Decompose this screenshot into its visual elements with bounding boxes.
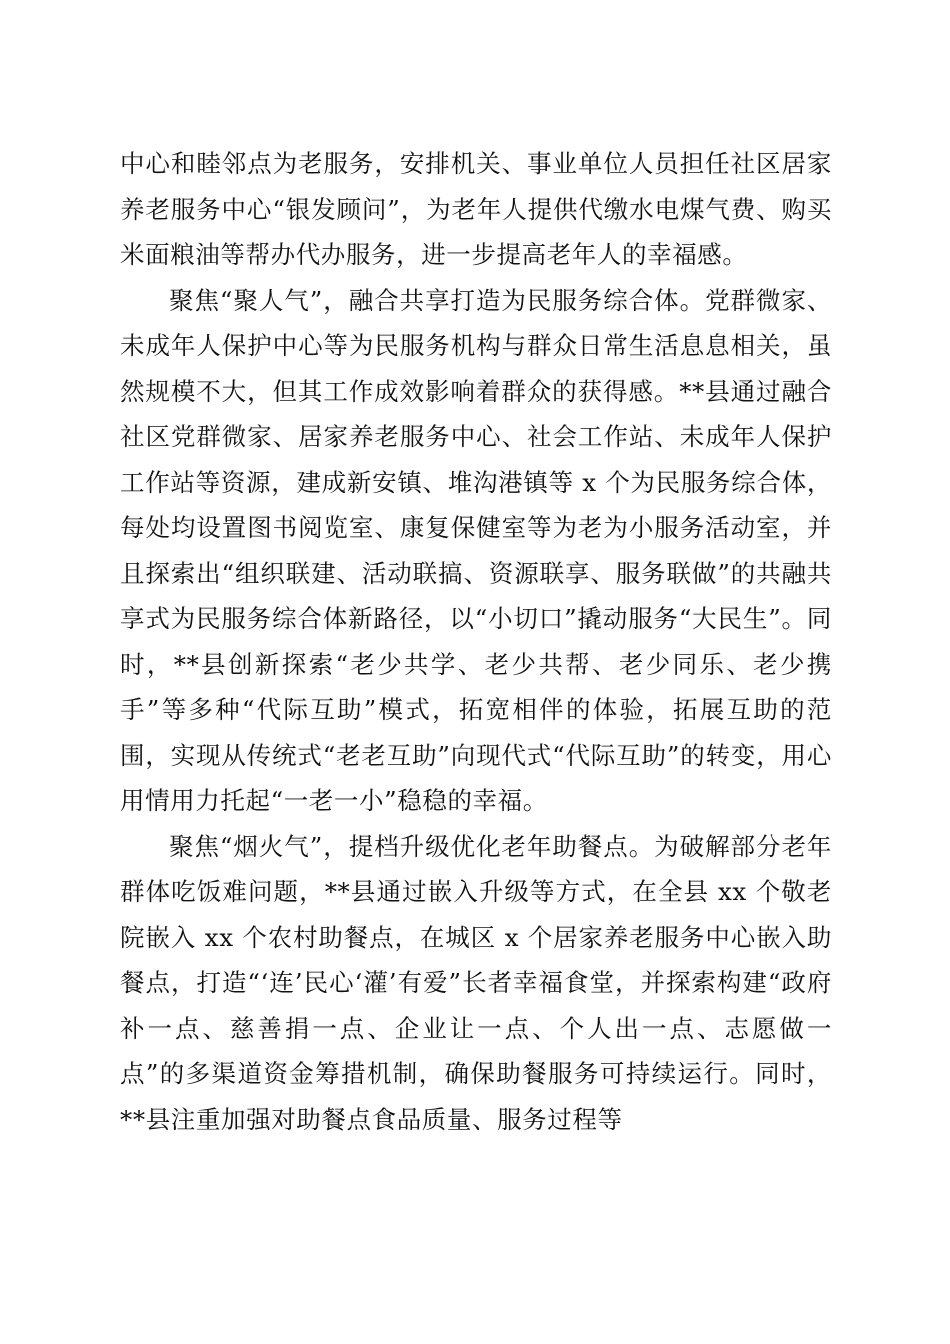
- paragraph-gathering-popularity: 聚焦“聚人气”，融合共享打造为民服务综合体。党群微家、未成年人保护中心等为民服务机构与群众日常生活息息相关，虽然规模不大，但其工作成效影响着群众的获得感。**县通过融合社区党群微家、居家养老服务中心、社会工作站、未成年人保护工作站等资源，建成新安镇、堆沟港镇等 x 个为民服务综合体，每处均设置图书阅览室、康复保健室等为老为小服务活动室，并且探索出“组织联建、活动联搞、资源联享、服务联做”的共融共享式为民服务综合体新路径，以“小切口”撬动服务“大民生”。同时，**县创新探索“老少共学、老少共帮、老少同乐、老少携手”等多种“代际互助”模式，拓宽相伴的体验，拓展互助的范围，实现从传统式“老老互助”向现代式“代际互助”的转变，用心用情用力托起“一老一小”稳稳的幸福。: [120, 285, 832, 815]
- paragraph-continuation: 中心和睦邻点为老服务，安排机关、事业单位人员担任社区居家养老服务中心“银发顾问”，为老年人提供代缴水电煤气费、购买米面粮油等帮办代办服务，进一步提高老年人的幸福感。: [120, 149, 832, 269]
- paragraph-elderly-dining: 聚焦“烟火气”，提档升级优化老年助餐点。为破解部分老年群体吃饭难问题，**县通过嵌入升级等方式，在全县 xx 个敬老院嵌入 xx 个农村助餐点，在城区 x 个居家养老服务中心嵌入助餐点，打造“‘连’民心‘灌’有爱”长者幸福食堂，并探索构建“政府补一点、慈善捐一点、企业让一点、个人出一点、志愿做一点”的多渠道资金筹措机制，确保助餐服务可持续运行。同时，**县注重加强对助餐点食品质量、服务过程等: [120, 831, 832, 1134]
- document-body: [120, 141, 832, 1142]
